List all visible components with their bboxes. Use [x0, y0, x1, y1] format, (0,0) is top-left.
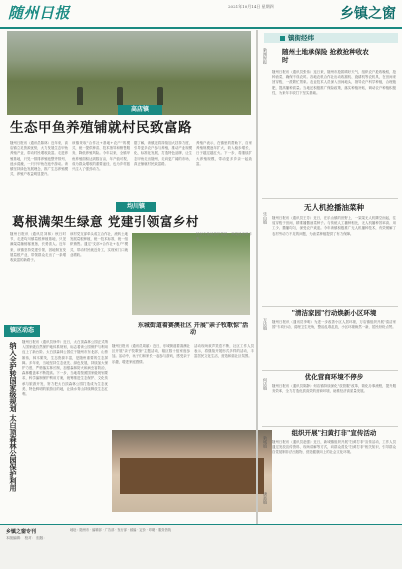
story1-body-col3: 据了解，该镇还将持续加大扶持力度，引导更多农户参与养殖，推动产业规模化、标准化发展，打造特色品牌，让生态甲鱼走出随州，走向更广阔的市场，真正铺就村民致富路。: [134, 141, 192, 166]
vtag-6: 唐县镇: [263, 492, 268, 504]
rice-field-photo: [7, 31, 251, 115]
story3-ribbon: 镇区动态: [4, 325, 40, 337]
right-headline-2: 无人机抢播油菜种: [304, 203, 364, 212]
header-rule: [0, 27, 402, 29]
right-body-4: 随州日报讯（通讯员陈静）何店镇持续深化"放管服"改革，简化办事流程，提升服务效率，全力打造优质高效的营商环境，助推经济高质量发展。: [272, 384, 396, 394]
story2-body-col1: 随州日报讯（通讯员刘林）秋日时节，走进均川镇葛根种植基地，只见满架葛藤郁郁葱葱，长势喜人。近年来，该镇坚持党建引领，因地制宜发展葛根产业，带领群众走出了一条增收致富的新路子。: [10, 232, 66, 263]
vtag-2: 乐山镇: [263, 212, 268, 224]
right-rule-4: [262, 426, 398, 427]
event-stage-photo: [112, 430, 272, 512]
story2-caption: 村民在基地管护葛根，满架绿意映丰收。: [196, 232, 252, 242]
story1-body-col1: 随州日报讯（通讯员陈林）近年来，高店镇立足资源优势，大力发展生态甲鱼养殖产业，带动村民增收致富。走进养殖基地，只见一排排养殖池整齐排列，池水清澈，一只只甲鱼在池中游动。该镇坚持绿色发展理念，推广生态养殖模式，养殖户收益明显提升。: [10, 141, 68, 177]
vtag-1: 新闻时报: [263, 48, 268, 64]
right-headline-3: "清洁家园"行动焕新小区环境: [291, 309, 377, 317]
vtag-5: 新城镇: [263, 436, 268, 448]
footer-label: 乡镇之窗专刊 本版编辑： 校对： 组版：: [6, 529, 47, 540]
masthead-logo: 随州日报: [8, 4, 71, 22]
right-headline-4: 优化营商环境不停步: [304, 373, 364, 381]
vtag-3: 万店镇: [263, 318, 268, 330]
story1-tag: 高店镇: [118, 105, 162, 115]
story3-body: 随州日报讯（通讯员徐华）近日，太白顶森林公园正式纳入国家级自然保护地体系规划，标志着该公园保护与利用迈上了新台阶。太白顶森林公园位于随州市东北部，山势雄伟，林木繁茂，生态资源丰富，是随州重要的生态屏障。多年来，当地坚持生态优先、绿色发展，持续加大保护力度，严格落实林长制，加强森林防火和病虫害防治，森林覆盖率不断提高。下一步，当地将按照国家级规划要求，科学编制保护利用方案，统筹推进生态保护、文化传承与旅游开发，努力把太白顶森林公园打造成为生态优美、特色鲜明的旅游目的地，让绿水青山持续释放生态红利。: [22, 340, 108, 397]
right-body-2: 随州日报讯（通讯员王芳）近日，在乐山镇的田野上，一架架无人机腾空而起，往返穿梭于田间，精准播撒油菜种子。与传统人工播种相比，无人机播种效率高、用工少、撒播均匀，深受农户欢迎。今年该镇积极推广无人机播种技术，有效缓解了农村劳动力不足的问题，为油菜种植提供了有力保障。: [272, 216, 396, 236]
right-rule-2: [262, 306, 398, 307]
right-body-3: 随州日报讯（通讯员李明）为进一步改善小区人居环境，万店镇组织开展"清洁家园"专项行动，清理卫生死角，整治乱堆乱放，小区环境焕然一新，居民纷纷点赞。: [272, 320, 396, 330]
story2-tag: 均川镇: [116, 202, 156, 212]
story2-body-col2: 该村党支部牵头成立合作社，流转土地发展葛根种植，统一技术标准，统一组织销售。通过"支部+合作社+农户"模式，带动村民就近务工，实现家门口就业增收。: [70, 232, 128, 257]
story1-body-col4: 养殖户表示，在镇里的帮助下，自家养殖规模逐年扩大，收入稳步增长，日子越过越红火。下一步，将继续扩大养殖规模，带动更多乡亲一起致富。: [196, 141, 252, 166]
right-band-title: 镇街经纬: [264, 33, 398, 43]
story4-body-col2: 活动现场欢声笑语不断，社区工作人员表示，将继续开展形式多样的活动，丰富居民文化生活，营造和谐社区氛围。: [194, 344, 254, 359]
column-divider: [256, 30, 258, 530]
story1-headline: 生态甲鱼养殖铺就村民致富路: [10, 120, 192, 134]
story1-body-col2: 该镇采取"合作社+基地+农户"的模式，统一提供种苗、技术指导和销售服务，降低养殖风险。今年以来，全镇甲鱼养殖面积达到数百亩，年产值可观，成为群众增收的重要途径，也为乡村振兴注入了强劲动力。: [72, 141, 130, 172]
section-title: 乡镇之窗: [340, 6, 396, 22]
right-body-5: 随州日报讯（通讯员赵强）近日，新城镇组织开展"扫黄打非"宣传活动，工作人员通过发放宣传资料、现场讲解等方式，向群众普及"扫黄打非"相关知识，引导群众自觉抵制非法出版物，营造健康向上的社会文化环境。: [272, 440, 396, 455]
date-line: 2021年10月14日 星期四: [228, 4, 274, 9]
right-rule-1: [262, 198, 398, 199]
footer-info: 地址：随州市 · 编辑部 · 广告部 · 发行部 · 邮编 · 定价 · 印刷 · 服务热线: [70, 528, 171, 532]
right-headline-1: 随州土地承保险 抢救抢种收农时: [282, 48, 369, 64]
story2-headline: 葛根满架生绿意 党建引领富乡村: [12, 214, 199, 228]
right-body-1: 随州日报讯（通讯员张伟）连日来，随州市抢抓晴好天气，组织农户抢收晚稻，抢种油菜，确保不误农时。各地农机合作社出动收割机、旋耕机等农机具，在田间来回穿梭，一派繁忙景象。农业技术人员深入田间地头，指导农户科学种植，合理施肥，提高播种质量。当地还积极推广保险政策，落实种植补贴，调动农户种植积极性，为来年丰收打下坚实基础。: [272, 70, 396, 95]
story4-headline: 东城街道着赛澳社区 开展"亲子牧歌惊"活动: [137, 322, 249, 336]
right-rule-3: [262, 370, 398, 371]
story3-headline: 纳入全护转国家级规划 太白顶森林公园保护利用: [9, 342, 18, 492]
vtag-4: 何店镇: [263, 378, 268, 390]
right-headline-5: 组织开展"扫黄打非"宣传活动: [291, 429, 377, 437]
story4-body-col1: 随州日报讯（通讯员周丽）近日，东城街道着赛澳社区开展"亲子牧歌惊"主题活动，辖区数十组家庭参加。活动中，孩子们和家长一起参与游戏，感受亲子乐趣，增进家庭感情。: [112, 344, 190, 364]
